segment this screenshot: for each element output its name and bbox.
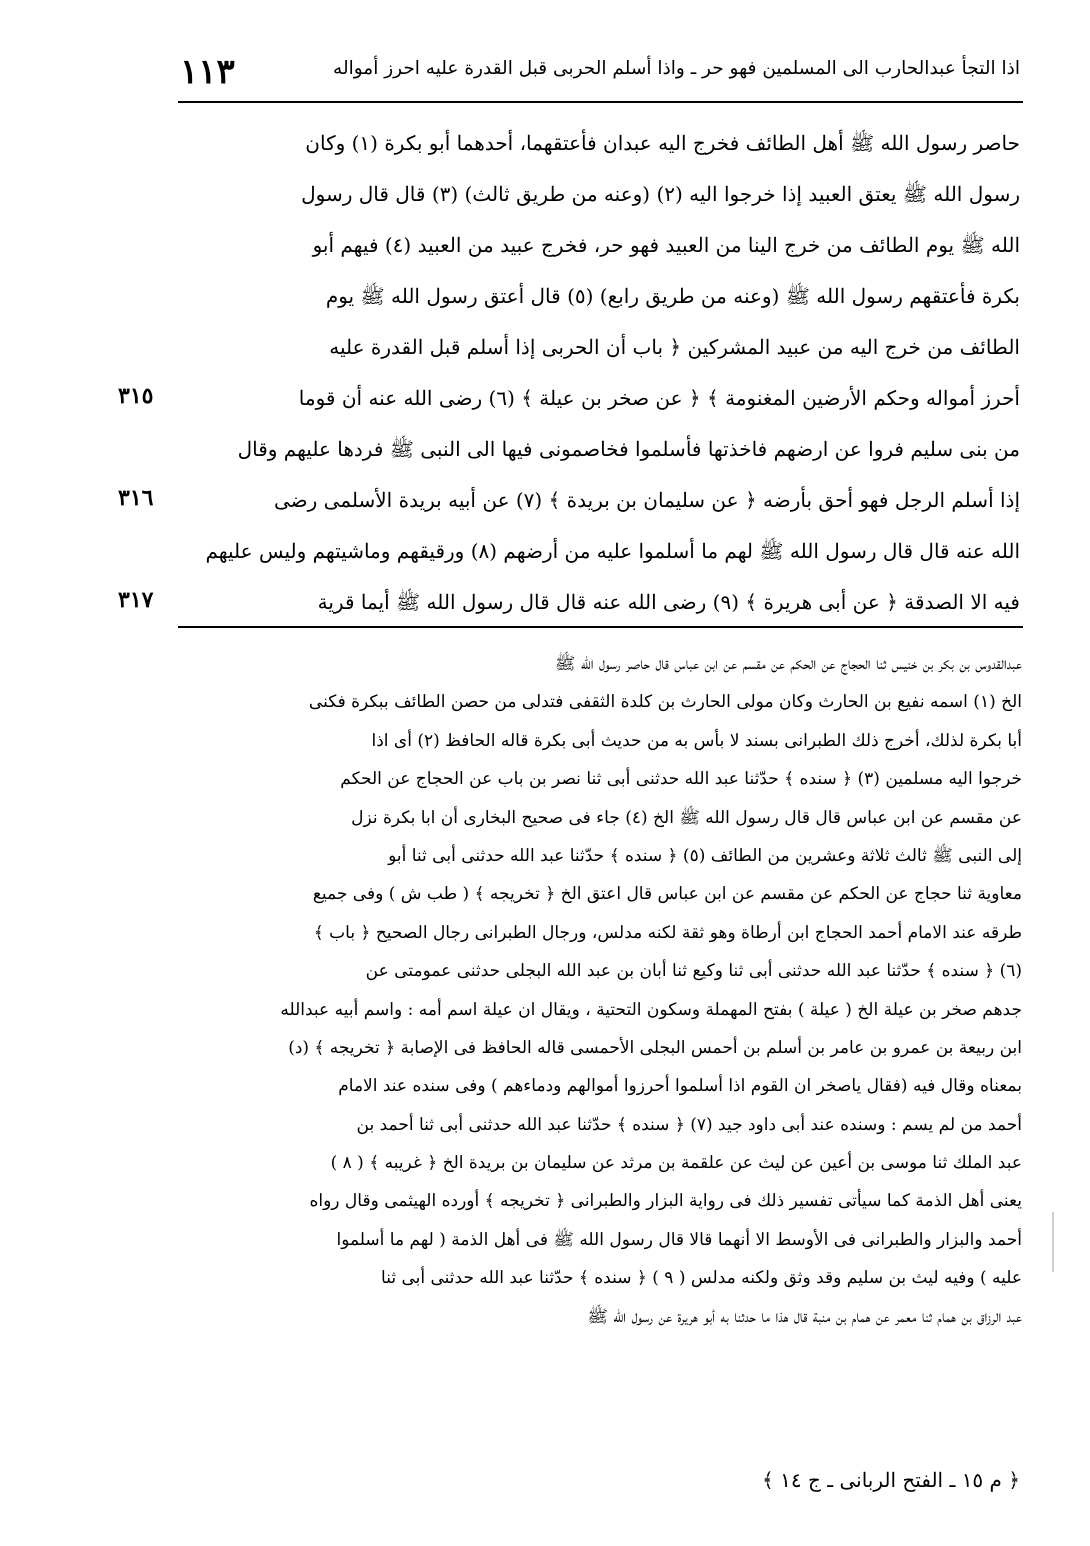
main-line: من بنى سليم فروا عن ارضهم فاخذتها فأسلموا فخاصمونى فيها الى النبى ﷺ فردها عليهم وقال [237,437,1020,461]
main-line: الله عنه قال قال رسول الله ﷺ لهم ما أسلموا عليه من أرضهم (٨) ورقيقهم وماشيتهم وليس عليهم [205,539,1020,563]
header-rule [178,101,1023,103]
footnote-rule [178,626,1023,628]
footnote-line: يعنى أهل الذمة كما سيأتى تفسير ذلك فى رواية البزار والطبرانى ﴿ تخريجه ﴾ أورده الهيثمى وقال رواه [309,1191,1022,1212]
main-line: أحرز أمواله وحكم الأرضين المغنومة ﴾ ﴿ عن صخر بن عيلة ﴾ (٦) رضى الله عنه أن قوما [298,386,1020,410]
main-line: رسول الله ﷺ يعتق العبيد إذا خرجوا اليه (٢) (وعنه من طريق ثالث) (٣) قال قال رسول [301,182,1020,206]
main-line: إذا أسلم الرجل فهو أحق بأرضه ﴿ عن سليمان بن بريدة ﴾ (٧) عن أبيه بريدة الأسلمى رضى [274,488,1020,512]
main-line: حاصر رسول الله ﷺ أهل الطائف فخرج اليه عبدان فأعتقهما، أحدهما أبو بكرة (١) وكان [305,131,1020,155]
footnote-line: عن مقسم عن ابن عباس قال قال رسول الله ﷺ الخ (٤) جاء فى صحيح البخارى أن ابا بكرة نزل [351,807,1022,828]
footnote-line: أبا بكرة لذلك، أخرج ذلك الطبرانى بسند لا بأس به من حديث أبى بكرة قاله الحافظ (٢) أى اذا [371,730,1022,751]
running-title: اذا التجأ عبدالحارب الى المسلمين فهو حر ـ واذا أسلم الحربى قبل القدرة عليه احرز أمواله [333,58,1020,79]
footnote-line: جدهم صخر بن عيلة الخ ( عيلة ) بفتح المهملة وسكون التحتية ، ويقال ان عيلة اسم أمه : واسم أبيه عبدالله [280,999,1022,1020]
scan-margin-mark [1052,1212,1054,1272]
footnote-line: الخ (١) اسمه نفيع بن الحارث وكان مولى الحارث بن كلدة الثقفى فتدلى من حصن الطائف ببكرة فكنى [308,692,1022,713]
hadith-number: ٣١٥ [118,383,154,409]
footnote-line: خرجوا اليه مسلمين (٣) ﴿ سنده ﴾ حدّثنا عبد الله حدثنى أبى ثنا نصر بن باب عن الحجاج عن الحكم [340,769,1022,790]
footnote-line: (٦) ﴿ سنده ﴾ حدّثنا عبد الله حدثنى أبى ثنا وكيع ثنا أبان بن عبد الله البجلى حدثنى عمومتى عن [365,961,1022,982]
main-line: بكرة فأعتقهم رسول الله ﷺ (وعنه من طريق رابع) (٥) قال أعتق رسول الله ﷺ يوم [325,284,1020,308]
footnote-line: ابن ربيعة بن عمرو بن عامر بن أسلم بن أحمس البجلى الأحمسى قاله الحافظ فى الإصابة ﴿ تخريجه ﴾ (د) [288,1037,1022,1058]
footnote-line: عليه ) وفيه ليث بن سليم وقد وثق ولكنه مدلس ( ٩ ) ﴿ سنده ﴾ حدّثنا عبد الله حدثنى أبى ثنا [381,1268,1022,1289]
footnotes [182,645,1022,1336]
footnote-line: معاوية ثنا حجاج عن الحكم عن مقسم عن ابن عباس قال اعتق الخ ﴿ تخريجه ﴾ ( طب ش ) وفى جميع [312,884,1022,905]
footnote-line: عبد الملك ثنا موسى بن أعين عن ليث عن علقمة بن مرثد عن سليمان بن بريدة الخ ﴿ غريبه ﴾ ( ٨ ) [330,1153,1022,1174]
page-footer: ﴿ م ١٥ ـ الفتح الربانى ـ ج ١٤ ﴾ [762,1468,1020,1492]
main-line: فيه الا الصدقة ﴿ عن أبى هريرة ﴾ (٩) رضى الله عنه قال قال رسول الله ﷺ أيما قرية [317,590,1020,614]
main-text [190,118,1020,628]
hadith-number: ٣١٦ [118,485,154,511]
page-number: ١١٣ [180,52,235,92]
main-line: الله ﷺ يوم الطائف من خرج الينا من العبيد فهو حر، فخرج عبيد من العبيد (٤) فيهم أبو [312,233,1020,257]
footnote-line: بمعناه وقال فيه (فقال ياصخر ان القوم اذا أسلموا أحرزوا أموالهم ودماءهم ) وفى سنده عند الامام [338,1076,1022,1097]
footnote-line: عبد الرزاق بن همام ثنا معمر عن همام بن منبة قال هذا ما حدثنا به أبو هريرة عن رسول الله ﷺ [587,1306,1022,1327]
footnote-line: طرقه عند الامام أحمد الحجاج ابن أرطاة وهو ثقة لكنه مدلس، ورجال الطبرانى رجال الصحيح ﴿ باب ﴾ [313,922,1022,943]
page-header [180,52,1020,102]
hadith-number: ٣١٧ [118,587,154,613]
footnote-line: أحمد والبزار والطبرانى فى الأوسط الا أنهما قالا قال رسول الله ﷺ فى أهل الذمة ( لهم ما أسلموا [336,1229,1022,1250]
main-line: الطائف من خرج اليه من عبيد المشركين ﴿ باب أن الحربى إذا أسلم قبل القدرة عليه [329,335,1020,359]
footnote-line: عبدالقدوس بن بكر بن خنيس ثنا الحجاج عن الحكم عن مقسم عن ابن عباس قال حاصر رسول الله ﷺ [554,654,1022,674]
footnote-line: أحمد من لم يسم : وسنده عند أبى داود جيد (٧) ﴿ سنده ﴾ حدّثنا عبد الله حدثنى أبى ثنا أحمد بن [356,1114,1022,1135]
footnote-line: إلى النبى ﷺ ثالث ثلاثة وعشرين من الطائف (٥) ﴿ سنده ﴾ حدّثنا عبد الله حدثنى أبى ثنا أبو [388,845,1022,866]
